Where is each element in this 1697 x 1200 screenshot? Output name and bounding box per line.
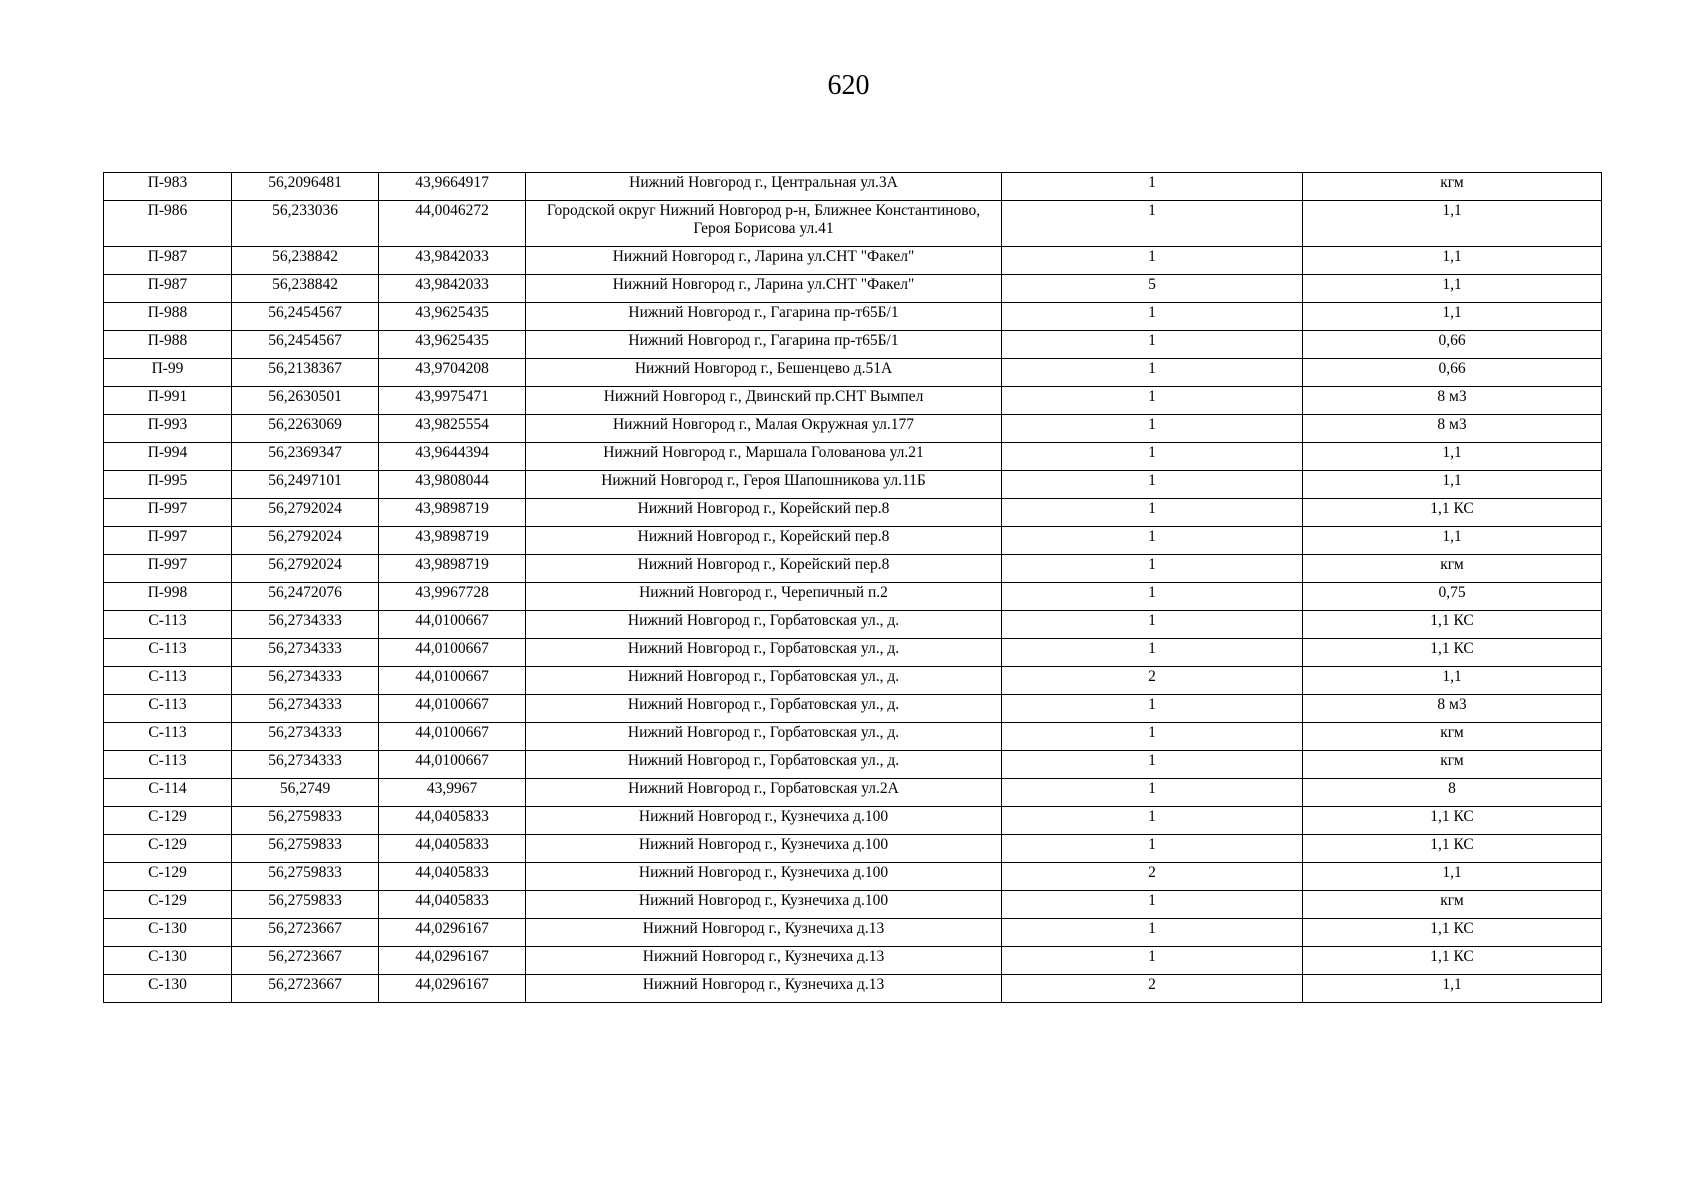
- cell-id: С-113: [104, 639, 232, 667]
- cell-latitude: 56,2759833: [232, 807, 379, 835]
- cell-quantity: 1: [1002, 695, 1303, 723]
- table-row: [104, 555, 1602, 583]
- cell-longitude: 43,9898719: [379, 499, 526, 527]
- cell-id: С-114: [104, 779, 232, 807]
- cell-latitude: 56,2734333: [232, 695, 379, 723]
- cell-latitude: 56,2734333: [232, 751, 379, 779]
- cell-quantity: 1: [1002, 583, 1303, 611]
- cell-quantity: 2: [1002, 975, 1303, 1003]
- cell-id: П-993: [104, 415, 232, 443]
- table-row: [104, 471, 1602, 499]
- cell-id: С-129: [104, 807, 232, 835]
- cell-address: Нижний Новгород г., Кузнечиха д.13: [526, 947, 1002, 975]
- cell-longitude: 43,9898719: [379, 555, 526, 583]
- cell-volume: кгм: [1303, 723, 1602, 751]
- cell-volume: 1,1: [1303, 975, 1602, 1003]
- cell-id: С-130: [104, 975, 232, 1003]
- cell-volume: 1,1 КС: [1303, 611, 1602, 639]
- cell-address: Нижний Новгород г., Горбатовская ул., д.: [526, 639, 1002, 667]
- cell-volume: 8 м3: [1303, 415, 1602, 443]
- page-number: 620: [827, 70, 870, 101]
- table-row: [104, 695, 1602, 723]
- cell-latitude: 56,2263069: [232, 415, 379, 443]
- cell-volume: 1,1: [1303, 527, 1602, 555]
- cell-latitude: 56,238842: [232, 275, 379, 303]
- cell-volume: 8 м3: [1303, 387, 1602, 415]
- cell-quantity: 1: [1002, 173, 1303, 201]
- cell-address: Нижний Новгород г., Корейский пер.8: [526, 527, 1002, 555]
- cell-id: П-997: [104, 499, 232, 527]
- cell-quantity: 1: [1002, 387, 1303, 415]
- table-row: [104, 499, 1602, 527]
- cell-quantity: 1: [1002, 443, 1303, 471]
- cell-address: Нижний Новгород г., Ларина ул.СНТ "Факел": [526, 247, 1002, 275]
- cell-longitude: 43,9842033: [379, 275, 526, 303]
- cell-latitude: 56,2792024: [232, 555, 379, 583]
- cell-latitude: 56,2723667: [232, 919, 379, 947]
- cell-volume: 1,1 КС: [1303, 835, 1602, 863]
- cell-longitude: 44,0405833: [379, 863, 526, 891]
- cell-latitude: 56,2792024: [232, 499, 379, 527]
- cell-address: Нижний Новгород г., Горбатовская ул., д.: [526, 723, 1002, 751]
- cell-address: Нижний Новгород г., Кузнечиха д.100: [526, 807, 1002, 835]
- cell-address: Нижний Новгород г., Двинский пр.СНТ Вымпел: [526, 387, 1002, 415]
- cell-longitude: 43,9625435: [379, 303, 526, 331]
- cell-latitude: 56,2734333: [232, 639, 379, 667]
- cell-volume: 1,1 КС: [1303, 499, 1602, 527]
- cell-address: Нижний Новгород г., Гагарина пр-т65Б/1: [526, 331, 1002, 359]
- cell-latitude: 56,2454567: [232, 303, 379, 331]
- cell-latitude: 56,238842: [232, 247, 379, 275]
- table-row: [104, 611, 1602, 639]
- cell-address: Нижний Новгород г., Горбатовская ул.2А: [526, 779, 1002, 807]
- cell-quantity: 1: [1002, 359, 1303, 387]
- table-row: [104, 947, 1602, 975]
- cell-volume: 1,1 КС: [1303, 919, 1602, 947]
- cell-address: Нижний Новгород г., Ларина ул.СНТ "Факел": [526, 275, 1002, 303]
- cell-latitude: 56,2096481: [232, 173, 379, 201]
- cell-volume: 1,1: [1303, 471, 1602, 499]
- cell-quantity: 1: [1002, 807, 1303, 835]
- cell-address: Нижний Новгород г., Горбатовская ул., д.: [526, 751, 1002, 779]
- cell-quantity: 1: [1002, 247, 1303, 275]
- table-row: [104, 863, 1602, 891]
- cell-id: С-113: [104, 667, 232, 695]
- cell-id: П-99: [104, 359, 232, 387]
- cell-longitude: 44,0100667: [379, 667, 526, 695]
- cell-longitude: 43,9967728: [379, 583, 526, 611]
- cell-address: Нижний Новгород г., Кузнечиха д.13: [526, 919, 1002, 947]
- cell-quantity: 1: [1002, 751, 1303, 779]
- table-row: [104, 807, 1602, 835]
- table-row: [104, 919, 1602, 947]
- cell-latitude: 56,2734333: [232, 723, 379, 751]
- cell-quantity: 1: [1002, 415, 1303, 443]
- cell-id: С-130: [104, 947, 232, 975]
- cell-latitude: 56,2497101: [232, 471, 379, 499]
- cell-volume: 8: [1303, 779, 1602, 807]
- cell-volume: 8 м3: [1303, 695, 1602, 723]
- cell-address: Нижний Новгород г., Кузнечиха д.100: [526, 863, 1002, 891]
- table-row: [104, 723, 1602, 751]
- cell-address: Нижний Новгород г., Кузнечиха д.13: [526, 975, 1002, 1003]
- cell-address: Нижний Новгород г., Горбатовская ул., д.: [526, 695, 1002, 723]
- cell-quantity: 2: [1002, 863, 1303, 891]
- cell-latitude: 56,2792024: [232, 527, 379, 555]
- cell-latitude: 56,2472076: [232, 583, 379, 611]
- cell-id: П-997: [104, 527, 232, 555]
- cell-id: С-113: [104, 723, 232, 751]
- cell-address: Нижний Новгород г., Центральная ул.3А: [526, 173, 1002, 201]
- table-row: [104, 779, 1602, 807]
- cell-volume: 1,1: [1303, 201, 1602, 247]
- table-row: [104, 201, 1602, 247]
- cell-quantity: 1: [1002, 891, 1303, 919]
- cell-address: Нижний Новгород г., Героя Шапошникова ул.11Б: [526, 471, 1002, 499]
- cell-address: Нижний Новгород г., Корейский пер.8: [526, 555, 1002, 583]
- cell-latitude: 56,2759833: [232, 863, 379, 891]
- cell-quantity: 1: [1002, 639, 1303, 667]
- cell-quantity: 1: [1002, 471, 1303, 499]
- cell-address: Нижний Новгород г., Корейский пер.8: [526, 499, 1002, 527]
- cell-id: П-988: [104, 303, 232, 331]
- table-row: [104, 891, 1602, 919]
- table-row: [104, 275, 1602, 303]
- cell-id: П-995: [104, 471, 232, 499]
- cell-longitude: 43,9808044: [379, 471, 526, 499]
- cell-latitude: 56,2454567: [232, 331, 379, 359]
- cell-latitude: 56,2138367: [232, 359, 379, 387]
- cell-volume: кгм: [1303, 555, 1602, 583]
- cell-quantity: 1: [1002, 779, 1303, 807]
- cell-quantity: 1: [1002, 201, 1303, 247]
- cell-id: П-997: [104, 555, 232, 583]
- cell-volume: 0,66: [1303, 359, 1602, 387]
- table-row: [104, 387, 1602, 415]
- cell-volume: 1,1: [1303, 863, 1602, 891]
- cell-id: С-113: [104, 695, 232, 723]
- cell-quantity: 5: [1002, 275, 1303, 303]
- cell-longitude: 44,0405833: [379, 835, 526, 863]
- table-row: [104, 583, 1602, 611]
- cell-id: С-113: [104, 611, 232, 639]
- cell-volume: 1,1: [1303, 443, 1602, 471]
- cell-address: Нижний Новгород г., Кузнечиха д.100: [526, 891, 1002, 919]
- cell-latitude: 56,2759833: [232, 891, 379, 919]
- table-row: [104, 751, 1602, 779]
- data-table: [103, 172, 1602, 1003]
- cell-volume: 1,1 КС: [1303, 807, 1602, 835]
- cell-quantity: 1: [1002, 499, 1303, 527]
- cell-longitude: 44,0296167: [379, 947, 526, 975]
- cell-longitude: 43,9898719: [379, 527, 526, 555]
- cell-longitude: 44,0100667: [379, 751, 526, 779]
- cell-volume: 1,1: [1303, 247, 1602, 275]
- cell-address: Городской округ Нижний Новгород р-н, Ближнее Константиново, Героя Борисова ул.41: [526, 201, 1002, 247]
- cell-quantity: 1: [1002, 947, 1303, 975]
- table-row: [104, 173, 1602, 201]
- table-row: [104, 247, 1602, 275]
- cell-quantity: 1: [1002, 835, 1303, 863]
- cell-latitude: 56,2759833: [232, 835, 379, 863]
- cell-address: Нижний Новгород г., Гагарина пр-т65Б/1: [526, 303, 1002, 331]
- cell-volume: кгм: [1303, 173, 1602, 201]
- cell-id: П-991: [104, 387, 232, 415]
- table-row: [104, 639, 1602, 667]
- cell-latitude: 56,2369347: [232, 443, 379, 471]
- cell-longitude: 43,9975471: [379, 387, 526, 415]
- cell-id: С-129: [104, 863, 232, 891]
- cell-longitude: 44,0405833: [379, 891, 526, 919]
- cell-latitude: 56,2734333: [232, 667, 379, 695]
- table-row: [104, 303, 1602, 331]
- cell-quantity: 1: [1002, 611, 1303, 639]
- cell-quantity: 1: [1002, 527, 1303, 555]
- cell-id: П-994: [104, 443, 232, 471]
- table-row: [104, 975, 1602, 1003]
- cell-id: П-988: [104, 331, 232, 359]
- table-body: [104, 173, 1602, 1003]
- cell-longitude: 44,0100667: [379, 639, 526, 667]
- cell-quantity: 1: [1002, 919, 1303, 947]
- cell-longitude: 44,0296167: [379, 975, 526, 1003]
- cell-latitude: 56,2723667: [232, 975, 379, 1003]
- cell-id: С-130: [104, 919, 232, 947]
- table-row: [104, 359, 1602, 387]
- cell-address: Нижний Новгород г., Малая Окружная ул.177: [526, 415, 1002, 443]
- cell-quantity: 1: [1002, 303, 1303, 331]
- cell-address: Нижний Новгород г., Горбатовская ул., д.: [526, 611, 1002, 639]
- cell-quantity: 2: [1002, 667, 1303, 695]
- cell-longitude: 43,9825554: [379, 415, 526, 443]
- cell-volume: 1,1 КС: [1303, 947, 1602, 975]
- cell-address: Нижний Новгород г., Горбатовская ул., д.: [526, 667, 1002, 695]
- cell-id: П-987: [104, 247, 232, 275]
- cell-longitude: 44,0296167: [379, 919, 526, 947]
- cell-longitude: 44,0046272: [379, 201, 526, 247]
- cell-volume: 0,75: [1303, 583, 1602, 611]
- cell-longitude: 43,9704208: [379, 359, 526, 387]
- cell-address: Нижний Новгород г., Черепичный п.2: [526, 583, 1002, 611]
- cell-id: П-983: [104, 173, 232, 201]
- table-row: [104, 443, 1602, 471]
- cell-longitude: 43,9644394: [379, 443, 526, 471]
- table-row: [104, 835, 1602, 863]
- cell-id: С-129: [104, 891, 232, 919]
- cell-volume: 1,1: [1303, 667, 1602, 695]
- cell-id: С-113: [104, 751, 232, 779]
- cell-latitude: 56,2734333: [232, 611, 379, 639]
- cell-latitude: 56,2723667: [232, 947, 379, 975]
- cell-address: Нижний Новгород г., Кузнечиха д.100: [526, 835, 1002, 863]
- cell-longitude: 44,0405833: [379, 807, 526, 835]
- cell-longitude: 43,9967: [379, 779, 526, 807]
- cell-id: П-986: [104, 201, 232, 247]
- cell-latitude: 56,2749: [232, 779, 379, 807]
- table-row: [104, 331, 1602, 359]
- table-row: [104, 527, 1602, 555]
- cell-latitude: 56,2630501: [232, 387, 379, 415]
- cell-volume: 1,1: [1303, 275, 1602, 303]
- cell-longitude: 44,0100667: [379, 723, 526, 751]
- cell-longitude: 44,0100667: [379, 695, 526, 723]
- cell-longitude: 44,0100667: [379, 611, 526, 639]
- cell-quantity: 1: [1002, 723, 1303, 751]
- cell-volume: 1,1 КС: [1303, 639, 1602, 667]
- cell-id: П-987: [104, 275, 232, 303]
- cell-quantity: 1: [1002, 331, 1303, 359]
- cell-volume: 1,1: [1303, 303, 1602, 331]
- cell-latitude: 56,233036: [232, 201, 379, 247]
- cell-id: С-129: [104, 835, 232, 863]
- cell-id: П-998: [104, 583, 232, 611]
- cell-address: Нижний Новгород г., Бешенцево д.51А: [526, 359, 1002, 387]
- cell-volume: кгм: [1303, 891, 1602, 919]
- table-row: [104, 667, 1602, 695]
- cell-longitude: 43,9664917: [379, 173, 526, 201]
- cell-longitude: 43,9842033: [379, 247, 526, 275]
- cell-volume: 0,66: [1303, 331, 1602, 359]
- cell-longitude: 43,9625435: [379, 331, 526, 359]
- table-row: [104, 415, 1602, 443]
- cell-volume: кгм: [1303, 751, 1602, 779]
- cell-address: Нижний Новгород г., Маршала Голованова ул.21: [526, 443, 1002, 471]
- cell-quantity: 1: [1002, 555, 1303, 583]
